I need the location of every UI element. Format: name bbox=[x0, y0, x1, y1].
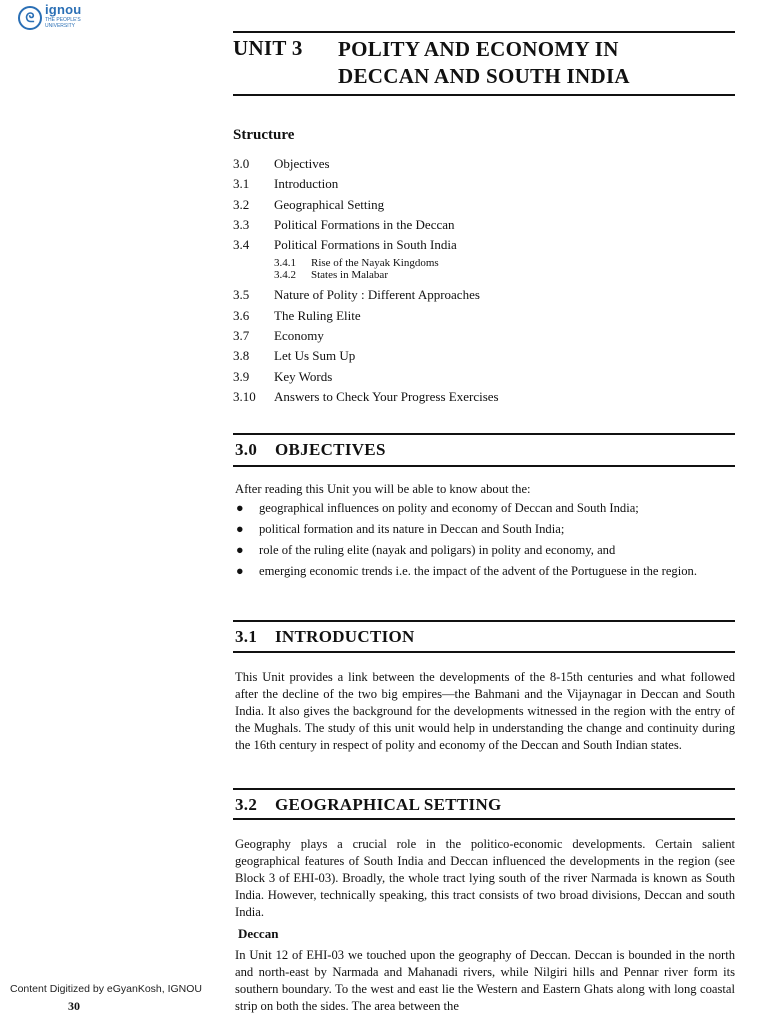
toc-number: 3.10 bbox=[233, 388, 256, 404]
table-of-contents bbox=[233, 156, 738, 409]
toc-item[interactable] bbox=[233, 197, 738, 217]
toc-label: Geographical Setting bbox=[274, 196, 385, 212]
section-title: INTRODUCTION bbox=[275, 627, 415, 646]
toc-subitem[interactable] bbox=[233, 257, 738, 269]
bullet-icon: ● bbox=[236, 564, 244, 578]
unit-title-line-2: DECCAN AND SOUTH INDIA bbox=[338, 64, 630, 88]
logo-name: ignou bbox=[45, 2, 82, 17]
objectives-top-rule bbox=[233, 433, 735, 435]
toc-label: The Ruling Elite bbox=[274, 307, 361, 323]
toc-subitem[interactable] bbox=[233, 269, 738, 281]
bullet-text: political formation and its nature in Deccan and South India; bbox=[259, 522, 565, 536]
toc-item[interactable] bbox=[233, 287, 738, 307]
logo-tagline-1: THE PEOPLE'S bbox=[45, 17, 81, 23]
toc-label: Economy bbox=[274, 328, 324, 344]
toc-number: 3.2 bbox=[233, 196, 250, 212]
header-bottom-rule bbox=[233, 94, 735, 96]
list-item bbox=[235, 542, 735, 559]
toc-item[interactable] bbox=[233, 389, 738, 409]
toc-item[interactable] bbox=[233, 348, 738, 368]
geography-bottom-rule bbox=[233, 818, 735, 820]
toc-number: 3.3 bbox=[233, 216, 250, 232]
geography-text: Geography plays a crucial role in the politico-economic developments. Certain salient geographical features of South India and Deccan influenced the developments in the region (see Block 3 of EHI-03). Broadly, the whole tract lying south of the river Narmada is known as South India. However, technically speaking, this tract consists of two broad divisions, Deccan and south India. bbox=[235, 837, 735, 919]
bullet-icon: ● bbox=[236, 543, 244, 557]
toc-label: Objectives bbox=[274, 156, 330, 171]
section-number: 3.0 bbox=[235, 440, 258, 459]
list-item bbox=[235, 521, 735, 538]
toc-number: 3.6 bbox=[233, 307, 250, 323]
introduction-top-rule bbox=[233, 620, 735, 622]
toc-sub-number: 3.4.1 bbox=[274, 257, 296, 270]
bullet-text: role of the ruling elite (nayak and poligars) in polity and economy, and bbox=[259, 543, 616, 557]
toc-item[interactable] bbox=[233, 217, 738, 237]
section-title: OBJECTIVES bbox=[275, 440, 386, 459]
toc-item[interactable] bbox=[233, 308, 738, 328]
toc-sub-label: Rise of the Nayak Kingdoms bbox=[311, 257, 439, 270]
digitized-credit: Content Digitized by eGyanKosh, IGNOU bbox=[10, 983, 203, 995]
introduction-bottom-rule bbox=[233, 651, 735, 653]
page-number: 30 bbox=[68, 999, 80, 1013]
bullet-text: geographical influences on polity and economy of Deccan and South India; bbox=[259, 501, 639, 515]
section-number: 3.2 bbox=[235, 795, 258, 814]
toc-sub-label: States in Malabar bbox=[311, 269, 388, 282]
list-item bbox=[235, 500, 735, 517]
toc-item[interactable] bbox=[233, 156, 738, 176]
objectives-list bbox=[235, 500, 735, 584]
structure-heading: Structure bbox=[233, 127, 295, 143]
toc-item[interactable] bbox=[233, 328, 738, 348]
toc-item[interactable] bbox=[233, 369, 738, 389]
objectives-heading bbox=[235, 440, 386, 460]
toc-sub-number: 3.4.2 bbox=[274, 269, 296, 282]
objectives-bottom-rule bbox=[233, 465, 735, 467]
toc-number: 3.4 bbox=[233, 237, 250, 253]
toc-label: Political Formations in South India bbox=[274, 237, 457, 253]
ignou-emblem-icon: ᘓ bbox=[18, 6, 42, 30]
bullet-icon: ● bbox=[236, 501, 244, 515]
toc-label: Key Words bbox=[274, 368, 333, 384]
objectives-intro: After reading this Unit you will be able to know about the: bbox=[235, 482, 531, 496]
toc-number: 3.1 bbox=[233, 176, 250, 192]
ignou-logo bbox=[18, 2, 108, 40]
toc-number: 3.5 bbox=[233, 287, 250, 303]
header-top-rule bbox=[233, 31, 735, 33]
unit-title bbox=[338, 36, 630, 90]
toc-label: Introduction bbox=[274, 176, 339, 192]
toc-label: Answers to Check Your Progress Exercises bbox=[274, 388, 499, 404]
toc-item[interactable] bbox=[233, 237, 738, 257]
toc-number: 3.9 bbox=[233, 368, 250, 384]
toc-number: 3.7 bbox=[233, 328, 250, 344]
toc-label: Political Formations in the Deccan bbox=[274, 216, 455, 232]
section-number: 3.1 bbox=[235, 627, 258, 646]
introduction-heading bbox=[235, 627, 415, 647]
deccan-subheading: Deccan bbox=[238, 926, 279, 941]
logo-tagline-2: UNIVERSITY bbox=[45, 23, 76, 29]
toc-number: 3.8 bbox=[233, 348, 250, 364]
bullet-icon: ● bbox=[236, 522, 244, 536]
toc-item[interactable] bbox=[233, 176, 738, 196]
unit-title-line-1: POLITY AND ECONOMY IN bbox=[338, 37, 619, 61]
list-item bbox=[235, 563, 735, 580]
deccan-text: In Unit 12 of EHI-03 we touched upon the geography of Deccan. Deccan is bounded in the north and north-east by Narmada and Mahanadi rivers, while Nilgiri hills and Pennar river form its southern boundary. To the west and east lie the Western and Eastern Ghats along with long coastal strip on both the sides. The area between the bbox=[235, 948, 735, 1013]
bullet-text: emerging economic trends i.e. the impact of the advent of the Portuguese in the region. bbox=[259, 564, 697, 578]
geography-top-rule bbox=[233, 788, 735, 790]
toc-number: 3.0 bbox=[233, 156, 250, 171]
unit-label: UNIT 3 bbox=[233, 36, 303, 60]
geography-heading bbox=[235, 795, 502, 815]
toc-label: Let Us Sum Up bbox=[274, 348, 356, 364]
section-title: GEOGRAPHICAL SETTING bbox=[275, 795, 502, 814]
introduction-text: This Unit provides a link between the developments of the 8-15th centuries and what followed after the decline of the two big empires—the Bahmani and the Vijaynagar in Deccan and South India. It also gives the background for the developments witnessed in the region with the entry of the Mughals. The study of this unit would help in understanding the change and continuity during the 16th century in respect of polity and economy of the Deccan and South Indian states. bbox=[235, 670, 735, 752]
toc-label: Nature of Polity : Different Approaches bbox=[274, 287, 480, 303]
